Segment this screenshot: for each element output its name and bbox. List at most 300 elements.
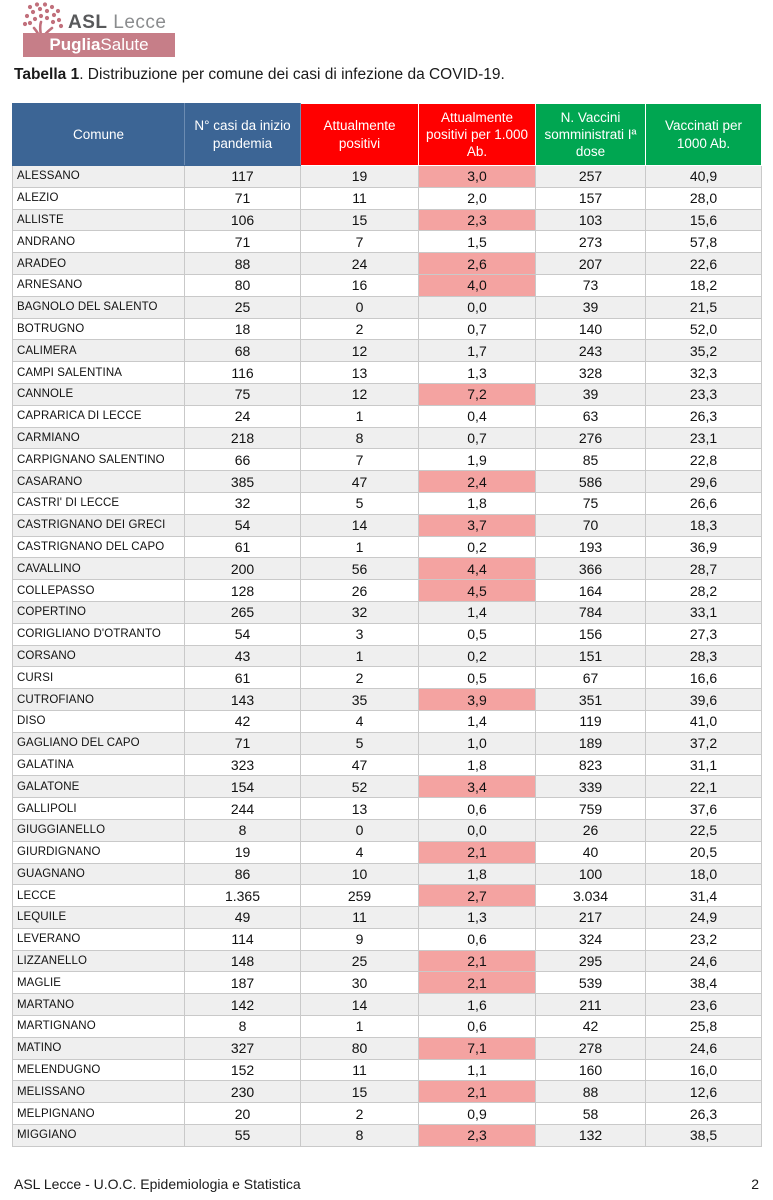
comune-cell: CAVALLINO (13, 558, 185, 580)
comune-cell: ALESSANO (13, 166, 185, 188)
comune-cell: ALLISTE (13, 209, 185, 231)
casi-cell: 54 (185, 623, 301, 645)
positivi-cell: 15 (301, 209, 419, 231)
table-row (13, 754, 762, 776)
comune-cell: LEQUILE (13, 907, 185, 929)
vaccinati-cell: 28,3 (646, 645, 762, 667)
casi-cell: 230 (185, 1081, 301, 1103)
vaccini-cell: 351 (536, 689, 646, 711)
positivi-cell: 5 (301, 732, 419, 754)
vaccini-cell: 823 (536, 754, 646, 776)
col-header-casi-totali: N° casi da inizio pandemia (185, 104, 301, 166)
table-row (13, 994, 762, 1016)
comune-cell: MARTIGNANO (13, 1016, 185, 1038)
positivi-cell: 24 (301, 253, 419, 275)
vaccinati-cell: 16,6 (646, 667, 762, 689)
vaccinati-cell: 26,6 (646, 492, 762, 514)
positivi-cell: 259 (301, 885, 419, 907)
vaccini-cell: 157 (536, 187, 646, 209)
vaccinati-cell: 36,9 (646, 536, 762, 558)
positivi-cell: 52 (301, 776, 419, 798)
per1000-cell: 2,3 (419, 209, 536, 231)
table-row (13, 1016, 762, 1038)
vaccinati-cell: 12,6 (646, 1081, 762, 1103)
per1000-cell: 3,4 (419, 776, 536, 798)
vaccinati-cell: 37,6 (646, 798, 762, 820)
vaccini-cell: 278 (536, 1037, 646, 1059)
vaccinati-cell: 24,6 (646, 1037, 762, 1059)
comune-cell: CURSI (13, 667, 185, 689)
vaccini-cell: 63 (536, 405, 646, 427)
vaccinati-cell: 32,3 (646, 362, 762, 384)
comune-cell: CASTRIGNANO DEL CAPO (13, 536, 185, 558)
per1000-cell: 2,6 (419, 253, 536, 275)
vaccini-cell: 784 (536, 601, 646, 623)
table-header (13, 104, 762, 166)
vaccinati-cell: 23,6 (646, 994, 762, 1016)
vaccinati-cell: 40,9 (646, 166, 762, 188)
positivi-cell: 11 (301, 187, 419, 209)
positivi-cell: 11 (301, 907, 419, 929)
comune-cell: COPERTINO (13, 601, 185, 623)
positivi-cell: 7 (301, 231, 419, 253)
per1000-cell: 1,8 (419, 492, 536, 514)
vaccinati-cell: 52,0 (646, 318, 762, 340)
table-row (13, 253, 762, 275)
table-row (13, 667, 762, 689)
comune-cell: ARADEO (13, 253, 185, 275)
table-row (13, 514, 762, 536)
casi-cell: 49 (185, 907, 301, 929)
per1000-cell: 0,0 (419, 296, 536, 318)
vaccinati-cell: 28,7 (646, 558, 762, 580)
comune-cell: LEVERANO (13, 928, 185, 950)
vaccinati-cell: 26,3 (646, 1103, 762, 1125)
comune-cell: CASARANO (13, 471, 185, 493)
casi-cell: 71 (185, 732, 301, 754)
casi-cell: 42 (185, 710, 301, 732)
vaccini-cell: 217 (536, 907, 646, 929)
vaccini-cell: 67 (536, 667, 646, 689)
table-caption (14, 66, 505, 84)
vaccini-cell: 257 (536, 166, 646, 188)
comune-cell: CASTRIGNANO DEI GRECI (13, 514, 185, 536)
vaccini-cell: 160 (536, 1059, 646, 1081)
positivi-cell: 8 (301, 1125, 419, 1147)
per1000-cell: 2,1 (419, 972, 536, 994)
per1000-cell: 7,2 (419, 383, 536, 405)
vaccini-cell: 324 (536, 928, 646, 950)
vaccini-cell: 207 (536, 253, 646, 275)
vaccini-cell: 75 (536, 492, 646, 514)
per1000-cell: 4,4 (419, 558, 536, 580)
vaccini-cell: 70 (536, 514, 646, 536)
positivi-cell: 9 (301, 928, 419, 950)
vaccinati-cell: 18,3 (646, 514, 762, 536)
positivi-cell: 11 (301, 1059, 419, 1081)
table-row (13, 776, 762, 798)
comune-cell: CORIGLIANO D'OTRANTO (13, 623, 185, 645)
casi-cell: 106 (185, 209, 301, 231)
vaccini-cell: 328 (536, 362, 646, 384)
comune-cell: ANDRANO (13, 231, 185, 253)
vaccini-cell: 103 (536, 209, 646, 231)
per1000-cell: 1,9 (419, 449, 536, 471)
vaccini-cell: 339 (536, 776, 646, 798)
casi-cell: 80 (185, 274, 301, 296)
per1000-cell: 0,2 (419, 536, 536, 558)
casi-cell: 88 (185, 253, 301, 275)
per1000-cell: 0,7 (419, 427, 536, 449)
casi-cell: 323 (185, 754, 301, 776)
per1000-cell: 0,0 (419, 819, 536, 841)
vaccini-cell: 100 (536, 863, 646, 885)
casi-cell: 66 (185, 449, 301, 471)
table-row (13, 1103, 762, 1125)
vaccini-cell: 39 (536, 383, 646, 405)
vaccinati-cell: 28,0 (646, 187, 762, 209)
table-row (13, 819, 762, 841)
per1000-cell: 1,4 (419, 710, 536, 732)
vaccinati-cell: 57,8 (646, 231, 762, 253)
comune-cell: BAGNOLO DEL SALENTO (13, 296, 185, 318)
positivi-cell: 2 (301, 318, 419, 340)
comune-cell: MAGLIE (13, 972, 185, 994)
casi-cell: 128 (185, 580, 301, 602)
vaccinati-cell: 18,2 (646, 274, 762, 296)
positivi-cell: 13 (301, 798, 419, 820)
positivi-cell: 26 (301, 580, 419, 602)
casi-cell: 54 (185, 514, 301, 536)
comune-cell: CASTRI' DI LECCE (13, 492, 185, 514)
casi-cell: 143 (185, 689, 301, 711)
casi-cell: 218 (185, 427, 301, 449)
table-row (13, 950, 762, 972)
comune-cell: MELISSANO (13, 1081, 185, 1103)
positivi-cell: 80 (301, 1037, 419, 1059)
per1000-cell: 2,7 (419, 885, 536, 907)
table-row (13, 928, 762, 950)
table-row (13, 732, 762, 754)
casi-cell: 25 (185, 296, 301, 318)
vaccinati-cell: 22,6 (646, 253, 762, 275)
casi-cell: 61 (185, 667, 301, 689)
vaccinati-cell: 21,5 (646, 296, 762, 318)
per1000-cell: 1,5 (419, 231, 536, 253)
comune-cell: GAGLIANO DEL CAPO (13, 732, 185, 754)
per1000-cell: 1,4 (419, 601, 536, 623)
comune-cell: CUTROFIANO (13, 689, 185, 711)
per1000-cell: 2,0 (419, 187, 536, 209)
table-body (13, 166, 762, 1147)
positivi-cell: 7 (301, 449, 419, 471)
vaccini-cell: 26 (536, 819, 646, 841)
logo-salute-text: Salute (100, 35, 149, 54)
vaccini-cell: 164 (536, 580, 646, 602)
table-row (13, 296, 762, 318)
positivi-cell: 13 (301, 362, 419, 384)
per1000-cell: 0,5 (419, 667, 536, 689)
vaccini-cell: 366 (536, 558, 646, 580)
comune-cell: MELENDUGNO (13, 1059, 185, 1081)
casi-cell: 1.365 (185, 885, 301, 907)
vaccinati-cell: 15,6 (646, 209, 762, 231)
col-header-vaccini-somministrati: N. Vaccini somministrati Iª dose (536, 104, 646, 166)
per1000-cell: 2,1 (419, 1081, 536, 1103)
positivi-cell: 14 (301, 514, 419, 536)
casi-cell: 55 (185, 1125, 301, 1147)
vaccini-cell: 42 (536, 1016, 646, 1038)
comune-cell: MATINO (13, 1037, 185, 1059)
col-header-comune: Comune (13, 104, 185, 166)
vaccinati-cell: 26,3 (646, 405, 762, 427)
per1000-cell: 0,4 (419, 405, 536, 427)
table-row (13, 1125, 762, 1147)
positivi-cell: 56 (301, 558, 419, 580)
vaccini-cell: 85 (536, 449, 646, 471)
per1000-cell: 0,6 (419, 1016, 536, 1038)
positivi-cell: 8 (301, 427, 419, 449)
vaccini-cell: 193 (536, 536, 646, 558)
per1000-cell: 2,3 (419, 1125, 536, 1147)
vaccinati-cell: 31,1 (646, 754, 762, 776)
casi-cell: 19 (185, 841, 301, 863)
positivi-cell: 47 (301, 471, 419, 493)
positivi-cell: 32 (301, 601, 419, 623)
vaccinati-cell: 23,3 (646, 383, 762, 405)
puglia-salute-badge (23, 33, 175, 57)
per1000-cell: 7,1 (419, 1037, 536, 1059)
vaccinati-cell: 25,8 (646, 1016, 762, 1038)
vaccini-cell: 211 (536, 994, 646, 1016)
table-row (13, 1059, 762, 1081)
per1000-cell: 0,7 (419, 318, 536, 340)
table-row (13, 645, 762, 667)
positivi-cell: 1 (301, 536, 419, 558)
footer-org-text: ASL Lecce - U.O.C. Epidemiologia e Statistica (14, 1176, 301, 1192)
positivi-cell: 2 (301, 1103, 419, 1125)
comune-cell: DISO (13, 710, 185, 732)
casi-cell: 187 (185, 972, 301, 994)
col-header-vaccinati-per-1000: Vaccinati per 1000 Ab. (646, 104, 762, 166)
casi-cell: 327 (185, 1037, 301, 1059)
per1000-cell: 0,6 (419, 798, 536, 820)
vaccinati-cell: 27,3 (646, 623, 762, 645)
positivi-cell: 2 (301, 667, 419, 689)
table-row (13, 972, 762, 994)
casi-cell: 24 (185, 405, 301, 427)
vaccinati-cell: 39,6 (646, 689, 762, 711)
positivi-cell: 0 (301, 296, 419, 318)
casi-cell: 86 (185, 863, 301, 885)
positivi-cell: 1 (301, 645, 419, 667)
comune-cell: COLLEPASSO (13, 580, 185, 602)
table-row (13, 841, 762, 863)
vaccinati-cell: 20,5 (646, 841, 762, 863)
vaccini-cell: 759 (536, 798, 646, 820)
comune-cell: GALATONE (13, 776, 185, 798)
comune-cell: GUAGNANO (13, 863, 185, 885)
logo-puglia-text: Puglia (49, 35, 101, 54)
vaccinati-cell: 23,1 (646, 427, 762, 449)
per1000-cell: 4,5 (419, 580, 536, 602)
vaccinati-cell: 33,1 (646, 601, 762, 623)
positivi-cell: 1 (301, 405, 419, 427)
comune-cell: CARMIANO (13, 427, 185, 449)
comune-cell: ALEZIO (13, 187, 185, 209)
comune-cell: CAMPI SALENTINA (13, 362, 185, 384)
casi-cell: 265 (185, 601, 301, 623)
vaccini-cell: 40 (536, 841, 646, 863)
table-row (13, 863, 762, 885)
casi-cell: 200 (185, 558, 301, 580)
table-row (13, 187, 762, 209)
vaccinati-cell: 16,0 (646, 1059, 762, 1081)
table-row (13, 209, 762, 231)
covid-distribution-table (12, 103, 762, 1147)
per1000-cell: 1,8 (419, 863, 536, 885)
per1000-cell: 3,9 (419, 689, 536, 711)
comune-cell: CORSANO (13, 645, 185, 667)
comune-cell: GALLIPOLI (13, 798, 185, 820)
table-row (13, 536, 762, 558)
casi-cell: 61 (185, 536, 301, 558)
table-caption-number: Tabella 1 (14, 66, 80, 83)
positivi-cell: 15 (301, 1081, 419, 1103)
casi-cell: 114 (185, 928, 301, 950)
per1000-cell: 0,9 (419, 1103, 536, 1125)
vaccini-cell: 189 (536, 732, 646, 754)
positivi-cell: 16 (301, 274, 419, 296)
casi-cell: 116 (185, 362, 301, 384)
vaccinati-cell: 24,6 (646, 950, 762, 972)
vaccini-cell: 58 (536, 1103, 646, 1125)
comune-cell: CANNOLE (13, 383, 185, 405)
casi-cell: 148 (185, 950, 301, 972)
vaccini-cell: 276 (536, 427, 646, 449)
per1000-cell: 0,5 (419, 623, 536, 645)
table-row (13, 798, 762, 820)
positivi-cell: 1 (301, 1016, 419, 1038)
casi-cell: 71 (185, 187, 301, 209)
table-row (13, 1081, 762, 1103)
comune-cell: GALATINA (13, 754, 185, 776)
vaccini-cell: 119 (536, 710, 646, 732)
casi-cell: 20 (185, 1103, 301, 1125)
table-caption-text: . Distribuzione per comune dei casi di infezione da COVID-19. (79, 66, 505, 83)
vaccini-cell: 156 (536, 623, 646, 645)
per1000-cell: 1,6 (419, 994, 536, 1016)
comune-cell: ARNESANO (13, 274, 185, 296)
table-row (13, 907, 762, 929)
positivi-cell: 5 (301, 492, 419, 514)
table-row (13, 492, 762, 514)
positivi-cell: 12 (301, 340, 419, 362)
vaccini-cell: 39 (536, 296, 646, 318)
comune-cell: LECCE (13, 885, 185, 907)
table-row (13, 1037, 762, 1059)
per1000-cell: 0,2 (419, 645, 536, 667)
vaccinati-cell: 18,0 (646, 863, 762, 885)
vaccini-cell: 151 (536, 645, 646, 667)
per1000-cell: 2,1 (419, 950, 536, 972)
col-header-attualmente-positivi: Attualmente positivi (301, 104, 419, 166)
table-row (13, 318, 762, 340)
vaccinati-cell: 24,9 (646, 907, 762, 929)
comune-cell: GIUGGIANELLO (13, 819, 185, 841)
per1000-cell: 1,0 (419, 732, 536, 754)
table-row (13, 274, 762, 296)
table-row (13, 623, 762, 645)
vaccini-cell: 586 (536, 471, 646, 493)
vaccinati-cell: 22,8 (646, 449, 762, 471)
per1000-cell: 1,8 (419, 754, 536, 776)
vaccini-cell: 295 (536, 950, 646, 972)
casi-cell: 244 (185, 798, 301, 820)
comune-cell: CALIMERA (13, 340, 185, 362)
table-row (13, 231, 762, 253)
vaccini-cell: 73 (536, 274, 646, 296)
vaccini-cell: 273 (536, 231, 646, 253)
casi-cell: 152 (185, 1059, 301, 1081)
table-row (13, 449, 762, 471)
vaccini-cell: 243 (536, 340, 646, 362)
vaccini-cell: 3.034 (536, 885, 646, 907)
casi-cell: 32 (185, 492, 301, 514)
comune-cell: BOTRUGNO (13, 318, 185, 340)
page-footer (14, 1176, 759, 1192)
table-row (13, 601, 762, 623)
table-row (13, 427, 762, 449)
per1000-cell: 2,4 (419, 471, 536, 493)
positivi-cell: 30 (301, 972, 419, 994)
col-header-positivi-per-1000: Attualmente positivi per 1.000 Ab. (419, 104, 536, 166)
comune-cell: MELPIGNANO (13, 1103, 185, 1125)
positivi-cell: 3 (301, 623, 419, 645)
casi-cell: 154 (185, 776, 301, 798)
per1000-cell: 1,1 (419, 1059, 536, 1081)
vaccinati-cell: 28,2 (646, 580, 762, 602)
table-row (13, 580, 762, 602)
vaccinati-cell: 29,6 (646, 471, 762, 493)
per1000-cell: 1,7 (419, 340, 536, 362)
positivi-cell: 14 (301, 994, 419, 1016)
per1000-cell: 0,6 (419, 928, 536, 950)
vaccinati-cell: 35,2 (646, 340, 762, 362)
logo-lecce-text: Lecce (113, 12, 167, 33)
vaccinati-cell: 22,5 (646, 819, 762, 841)
per1000-cell: 3,0 (419, 166, 536, 188)
vaccinati-cell: 38,5 (646, 1125, 762, 1147)
table-row (13, 710, 762, 732)
vaccinati-cell: 22,1 (646, 776, 762, 798)
casi-cell: 8 (185, 819, 301, 841)
positivi-cell: 4 (301, 841, 419, 863)
table-row (13, 340, 762, 362)
table-row (13, 558, 762, 580)
positivi-cell: 12 (301, 383, 419, 405)
asl-lecce-logo (20, 2, 240, 58)
casi-cell: 75 (185, 383, 301, 405)
casi-cell: 18 (185, 318, 301, 340)
vaccini-cell: 132 (536, 1125, 646, 1147)
casi-cell: 68 (185, 340, 301, 362)
vaccinati-cell: 23,2 (646, 928, 762, 950)
per1000-cell: 1,3 (419, 907, 536, 929)
casi-cell: 71 (185, 231, 301, 253)
per1000-cell: 2,1 (419, 841, 536, 863)
logo-asl-text: ASL (68, 12, 108, 33)
